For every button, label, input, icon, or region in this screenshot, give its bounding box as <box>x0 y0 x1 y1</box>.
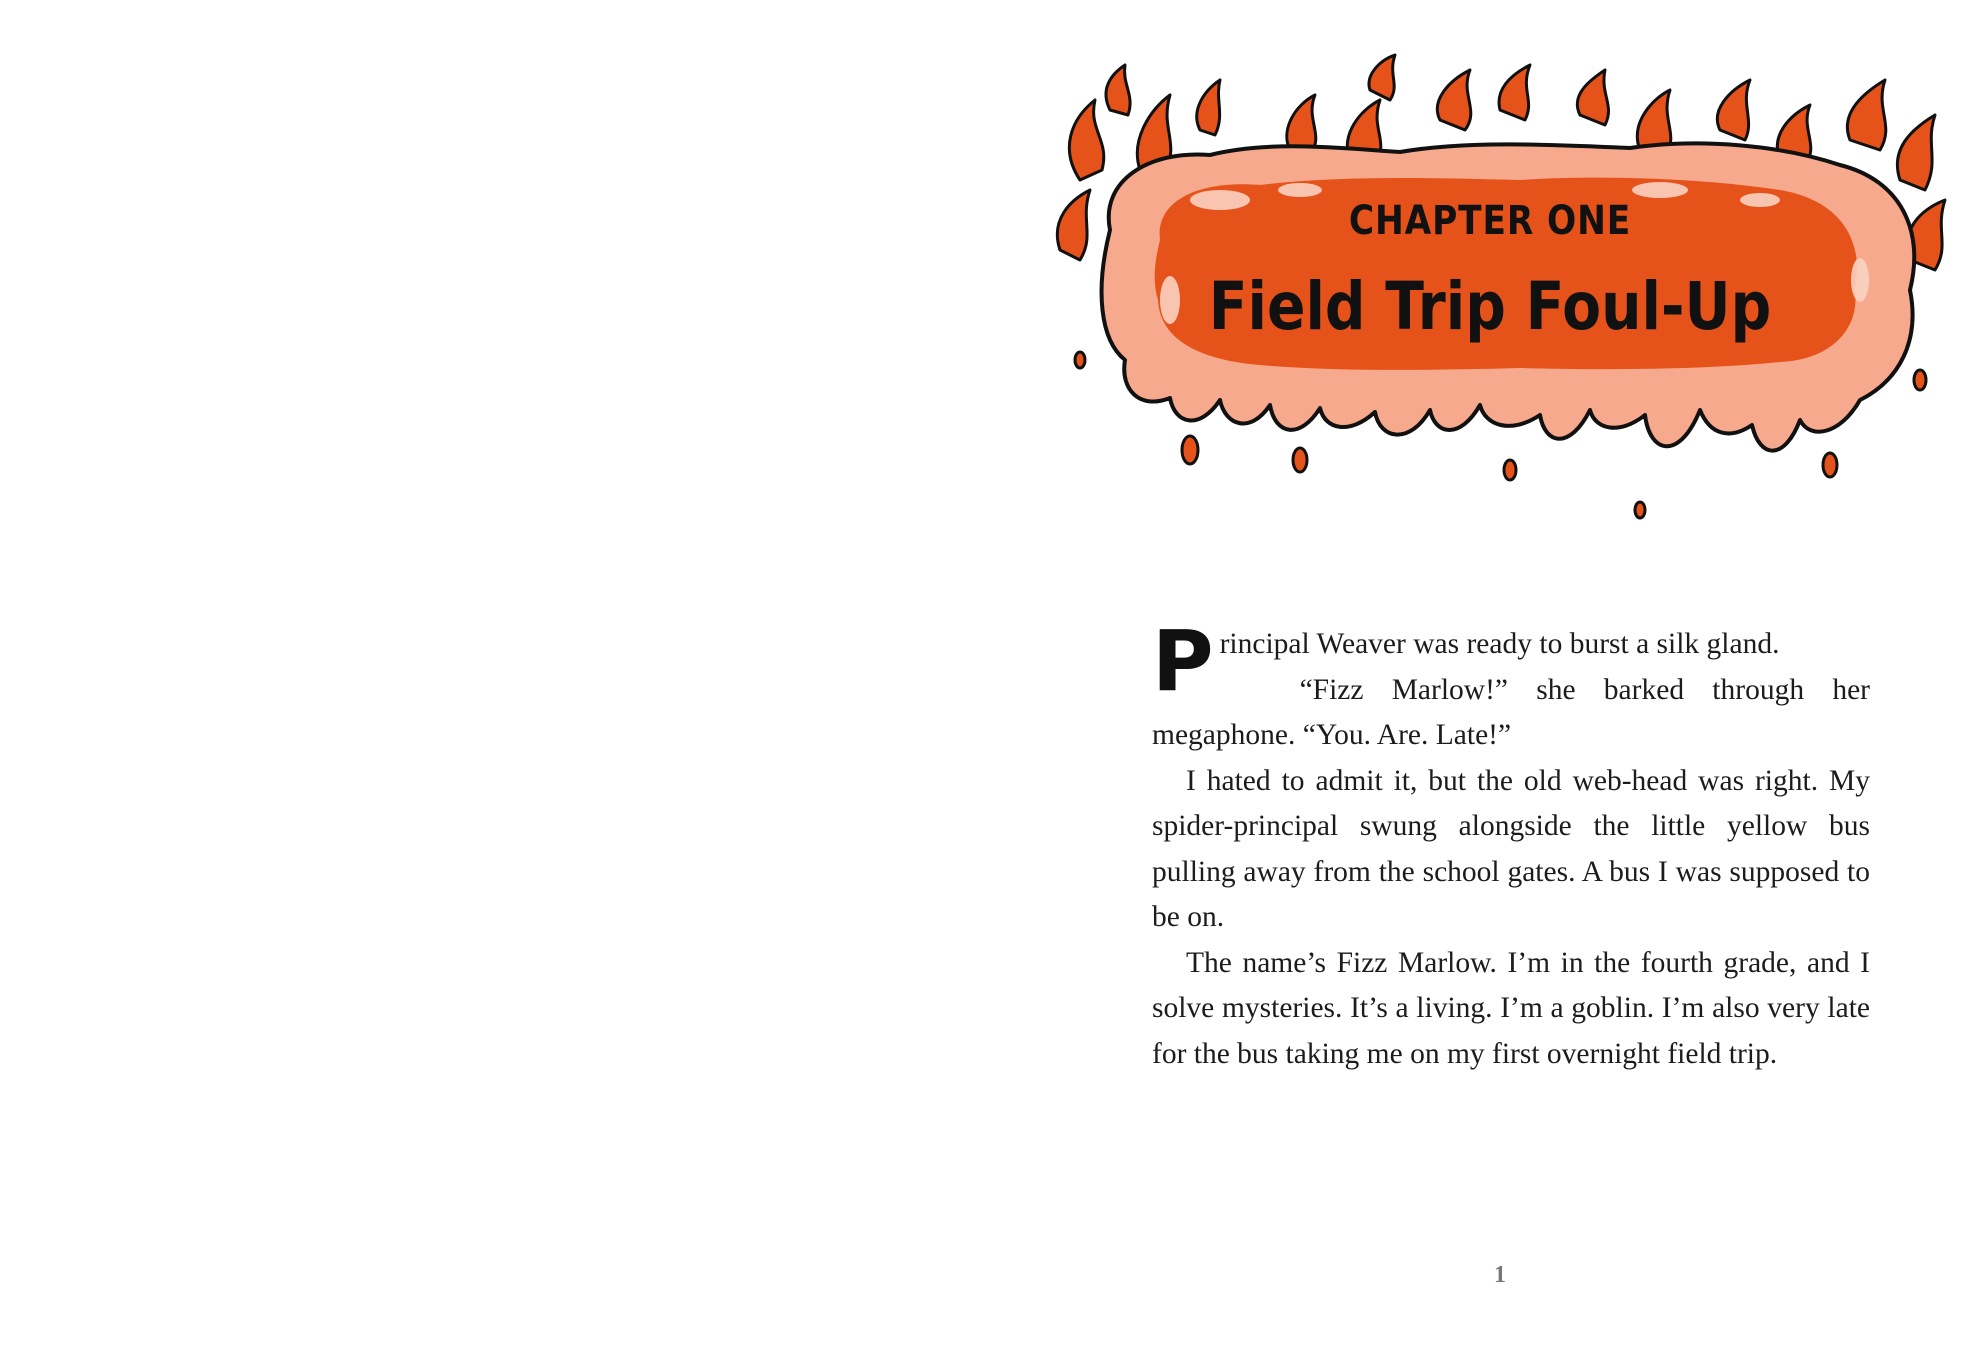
chapter-body-text <box>1152 612 1870 1077</box>
paragraph-2 <box>1152 668 1870 759</box>
paragraph-2-text: “Fizz Marlow!” she barked through her megaphone. “You. Are. Late!” <box>1152 673 1870 751</box>
page-number: 1 <box>1494 1262 1506 1288</box>
chapter-label: CHAPTER ONE <box>1348 198 1632 244</box>
paragraph-3: I hated to admit it, but the old web-head was right. My spider-principal swung alongside the little yellow bus pulling away from the school gates. A bus I was supposed to be on. <box>1152 764 1870 933</box>
drop-cap: P <box>1152 612 1214 710</box>
paragraph-1-text: rincipal Weaver was ready to burst a silk gland. <box>1219 628 1780 660</box>
paragraph-1 <box>1152 612 1870 710</box>
paragraph-4: The name’s Fizz Marlow. I’m in the fourth grade, and I solve mysteries. It’s a living. I’m a goblin. I’m also very late for the bus taking me on my first overnight field trip. <box>1152 946 1870 1070</box>
chapter-title: Field Trip Foul-Up <box>1208 268 1772 345</box>
